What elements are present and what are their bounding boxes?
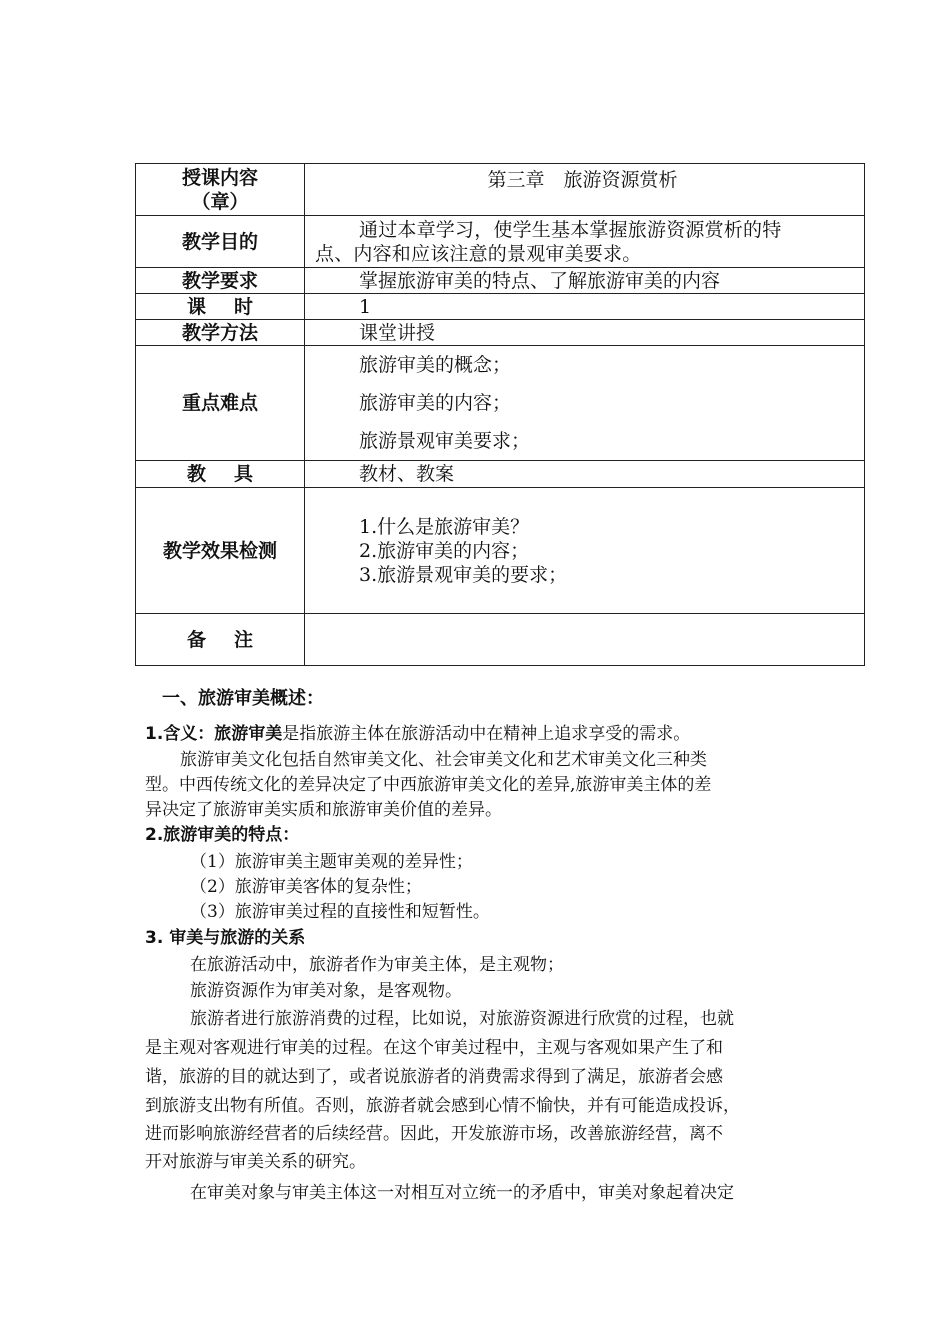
tools-value: 教材、教案 (305, 461, 865, 488)
list-item: 旅游审美的内容； (359, 392, 512, 414)
list-item: （2）旅游审美客体的复杂性； (190, 877, 422, 897)
paragraph-line: 到旅游支出物有所值。否则，旅游者就会感到心情不愉快，并有可能造成投诉， (145, 1096, 740, 1116)
purpose-line-2: 点、内容和应该注意的景观审美要求。 (315, 242, 642, 265)
table-row (136, 614, 865, 666)
paragraph-line: 开对旅游与审美关系的研究。 (145, 1152, 366, 1172)
definition-line (145, 722, 690, 746)
paragraph-line: 是主观对客观进行审美的过程。在这个审美过程中，主观与客观如果产生了和 (145, 1038, 723, 1058)
definition-text: 是指旅游主体在旅游活动中在精神上追求享受的需求。 (282, 724, 691, 744)
table-row (136, 216, 865, 268)
subsection-title: 3. 审美与旅游的关系 (145, 928, 306, 948)
paragraph-line: 在旅游活动中，旅游者作为审美主体，是主观物； (190, 955, 564, 975)
list-item: （3）旅游审美过程的直接性和短暂性。 (190, 902, 490, 922)
table-row (136, 488, 865, 614)
hours-value: 1 (305, 294, 865, 320)
row-label-method: 教学方法 (136, 320, 305, 346)
paragraph-line: 异决定了旅游审美实质和旅游审美价值的差异。 (145, 800, 502, 820)
paragraph-line: 旅游审美文化包括自然审美文化、社会审美文化和艺术审美文化三种类 (180, 750, 707, 770)
definition-term: 旅游审美 (214, 724, 283, 744)
list-item: 旅游审美的概念； (359, 354, 512, 376)
method-value: 课堂讲授 (305, 320, 865, 346)
assessment-value (305, 488, 865, 614)
list-item: 旅游景观审美要求； (359, 430, 531, 452)
list-item: 2.旅游审美的内容； (359, 539, 530, 562)
row-label-content (136, 164, 305, 216)
paragraph-line: 旅游资源作为审美对象，是客观物。 (190, 981, 462, 1001)
notes-value (305, 614, 865, 666)
row-label-key-points: 重点难点 (136, 346, 305, 461)
row-label-purpose: 教学目的 (136, 216, 305, 268)
table-row (136, 320, 865, 346)
row-label-notes: 备 注 (136, 614, 305, 666)
paragraph-line: 型。中西传统文化的差异决定了中西旅游审美文化的差异,旅游审美主体的差 (145, 775, 712, 795)
section-heading: 一、旅游审美概述： (162, 688, 324, 709)
table-row (136, 346, 865, 461)
paragraph-line: 谐，旅游的目的就达到了，或者说旅游者的消费需求得到了满足，旅游者会感 (145, 1067, 723, 1087)
list-item: （1）旅游审美主题审美观的差异性； (190, 852, 473, 872)
lesson-plan-table (135, 163, 865, 666)
requirements-value: 掌握旅游审美的特点、了解旅游审美的内容 (305, 268, 865, 294)
row-label-requirements: 教学要求 (136, 268, 305, 294)
list-item: 1.什么是旅游审美？ (359, 515, 530, 538)
list-item: 3.旅游景观审美的要求； (359, 563, 568, 586)
chapter-value: 第三章 旅游资源赏析 (305, 164, 865, 216)
paragraph-line: 进而影响旅游经营者的后续经营。因此，开发旅游市场，改善旅游经营，离不 (145, 1124, 723, 1144)
table-row (136, 268, 865, 294)
purpose-value (305, 216, 865, 268)
row-label-tools: 教 具 (136, 461, 305, 488)
purpose-line-1: 通过本章学习，使学生基本掌握旅游资源赏析的特 (359, 218, 782, 241)
row-label-hours: 课 时 (136, 294, 305, 320)
table-row (136, 164, 865, 216)
paragraph-line: 在审美对象与审美主体这一对相互对立统一的矛盾中，审美对象起着决定 (190, 1183, 734, 1203)
paragraph-line: 旅游者进行旅游消费的过程，比如说，对旅游资源进行欣赏的过程，也就 (190, 1009, 734, 1029)
table-row (136, 294, 865, 320)
label-line: （章） (191, 190, 249, 213)
definition-label: 1.含义： (145, 724, 215, 744)
row-label-assessment: 教学效果检测 (136, 488, 305, 614)
subsection-title: 2.旅游审美的特点： (145, 825, 300, 845)
label-line: 授课内容 (181, 166, 258, 189)
key-points-value (305, 346, 865, 461)
table-row (136, 461, 865, 488)
